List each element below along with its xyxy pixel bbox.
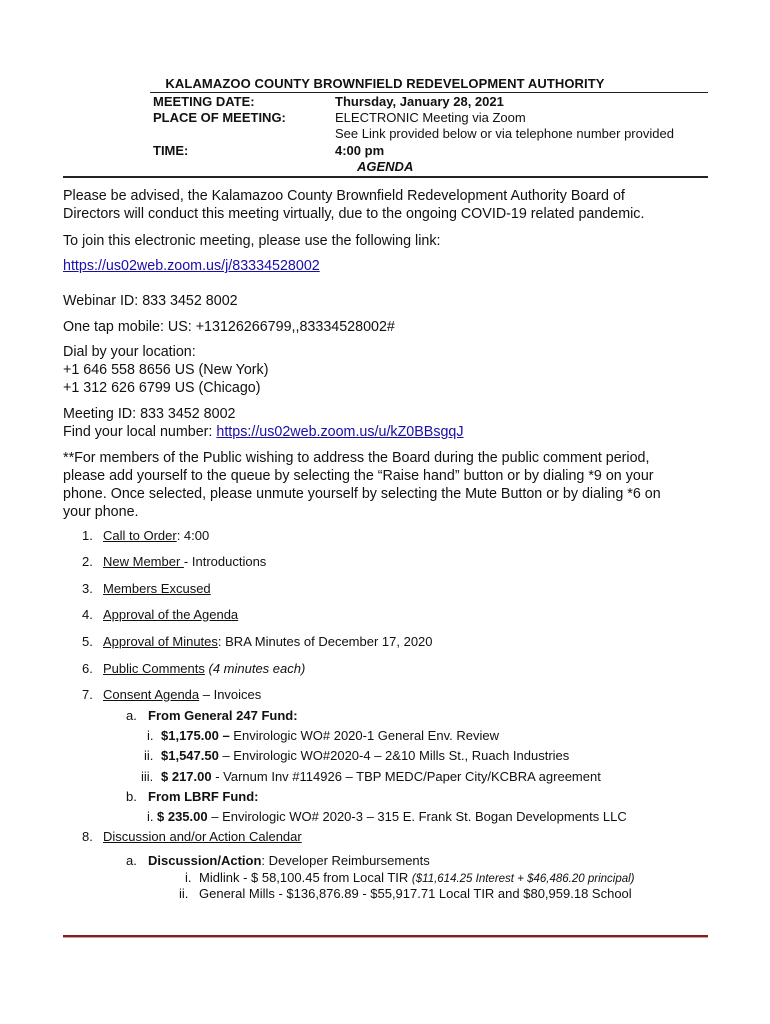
sub-item-letter: a. bbox=[126, 853, 137, 868]
item-number: 6. bbox=[82, 661, 93, 676]
reimbursement-general-mills: General Mills - $136,876.89 - $55,917.71 Local TIR and $80,959.18 School bbox=[199, 886, 632, 901]
sub-item-letter: b. bbox=[126, 789, 137, 804]
item-number: 5. bbox=[82, 634, 93, 649]
join-instructions: To join this electronic meeting, please use the following link: bbox=[63, 233, 441, 249]
lbrf-fund-heading: From LBRF Fund: bbox=[148, 789, 259, 804]
one-tap-mobile: One tap mobile: US: +13126266799,,83334528002# bbox=[63, 319, 395, 335]
agenda-heading: AGENDA bbox=[357, 159, 414, 174]
sub-sub-numeral: ii. bbox=[144, 748, 154, 763]
meeting-date-value: Thursday, January 28, 2021 bbox=[335, 94, 504, 109]
place-note: See Link provided below or via telephone number provided bbox=[335, 126, 674, 141]
invoice-line: $ 235.00 – Envirologic WO# 2020-3 – 315 E. Frank St. Bogan Developments LLC bbox=[157, 809, 627, 824]
agenda-item-public-comments: Public Comments (4 minutes each) bbox=[103, 661, 306, 676]
sub-sub-numeral: iii. bbox=[141, 769, 154, 784]
dial-label: Dial by your location: bbox=[63, 344, 196, 360]
sub-sub-numeral: i. bbox=[147, 728, 154, 743]
item-number: 3. bbox=[82, 581, 93, 596]
agenda-item-discussion: Discussion and/or Action Calendar bbox=[103, 829, 302, 844]
webinar-id: Webinar ID: 833 3452 8002 bbox=[63, 293, 238, 309]
general-fund-heading: From General 247 Fund: bbox=[148, 708, 298, 723]
item-number: 7. bbox=[82, 687, 93, 702]
reimbursement-midlink: Midlink - $ 58,100.45 from Local TIR ($11,614.25 Interest + $46,486.20 principal) bbox=[199, 870, 635, 885]
place-label: PLACE OF MEETING: bbox=[153, 110, 286, 125]
zoom-join-link[interactable]: https://us02web.zoom.us/j/83334528002 bbox=[63, 258, 320, 274]
invoice-line: $ 217.00 - Varnum Inv #114926 – TBP MEDC/Paper City/KCBRA agreement bbox=[161, 769, 601, 784]
public-line-3: phone. Once selected, please unmute yourself by selecting the Mute Button or by dialing *6 on bbox=[63, 486, 661, 502]
find-local-label: Find your local number: bbox=[63, 424, 217, 440]
agenda-item-consent-agenda: Consent Agenda – Invoices bbox=[103, 687, 262, 702]
item-number: 8. bbox=[82, 829, 93, 844]
dial-new-york: +1 646 558 8656 US (New York) bbox=[63, 362, 269, 378]
sub-item-letter: a. bbox=[126, 708, 137, 723]
item-number: 1. bbox=[82, 528, 93, 543]
sub-sub-numeral: i. bbox=[185, 870, 192, 885]
agenda-item-approval-agenda: Approval of the Agenda bbox=[103, 607, 239, 622]
agenda-item-new-member: New Member - Introductions bbox=[103, 554, 267, 569]
find-local-link[interactable]: https://us02web.zoom.us/u/kZ0BBsgqJ bbox=[216, 424, 464, 440]
advise-line-2: Directors will conduct this meeting virtually, due to the ongoing COVID-19 related pandemic. bbox=[63, 206, 645, 222]
header-rule-top bbox=[150, 92, 708, 93]
find-local-line bbox=[63, 423, 464, 441]
agenda-item-approval-minutes: Approval of Minutes: BRA Minutes of December 17, 2020 bbox=[103, 634, 433, 649]
discussion-action-line: Discussion/Action: Developer Reimbursements bbox=[148, 853, 430, 868]
footer-rule bbox=[63, 935, 708, 938]
agenda-item-call-to-order: Call to Order: 4:00 bbox=[103, 528, 210, 543]
sub-sub-numeral: i. bbox=[147, 809, 154, 824]
agenda-item-members-excused: Members Excused bbox=[103, 581, 211, 596]
sub-sub-numeral: ii. bbox=[179, 886, 189, 901]
public-line-1: **For members of the Public wishing to address the Board during the public comment period, bbox=[63, 450, 650, 466]
item-number: 2. bbox=[82, 554, 93, 569]
join-link-line bbox=[63, 257, 320, 275]
time-value: 4:00 pm bbox=[335, 143, 385, 158]
advise-line-1: Please be advised, the Kalamazoo County Brownfield Redevelopment Authority Board of bbox=[63, 188, 625, 204]
invoice-line: $1,175.00 – Envirologic WO# 2020-1 General Env. Review bbox=[161, 728, 499, 743]
meeting-date-label: MEETING DATE: bbox=[153, 94, 255, 109]
dial-chicago: +1 312 626 6799 US (Chicago) bbox=[63, 380, 261, 396]
place-value: ELECTRONIC Meeting via Zoom bbox=[335, 110, 526, 125]
header-rule-bottom bbox=[63, 176, 708, 178]
item-number: 4. bbox=[82, 607, 93, 622]
invoice-line: $1,547.50 – Envirologic WO#2020-4 – 2&10 Mills St., Ruach Industries bbox=[161, 748, 570, 763]
public-line-4: your phone. bbox=[63, 504, 139, 520]
time-label: TIME: bbox=[153, 143, 189, 158]
org-title: KALAMAZOO COUNTY BROWNFIELD REDEVELOPMENT AUTHORITY bbox=[165, 76, 605, 91]
meeting-id: Meeting ID: 833 3452 8002 bbox=[63, 406, 236, 422]
public-line-2: please add yourself to the queue by selecting the “Raise hand” button or by dialing *9 on your bbox=[63, 468, 654, 484]
